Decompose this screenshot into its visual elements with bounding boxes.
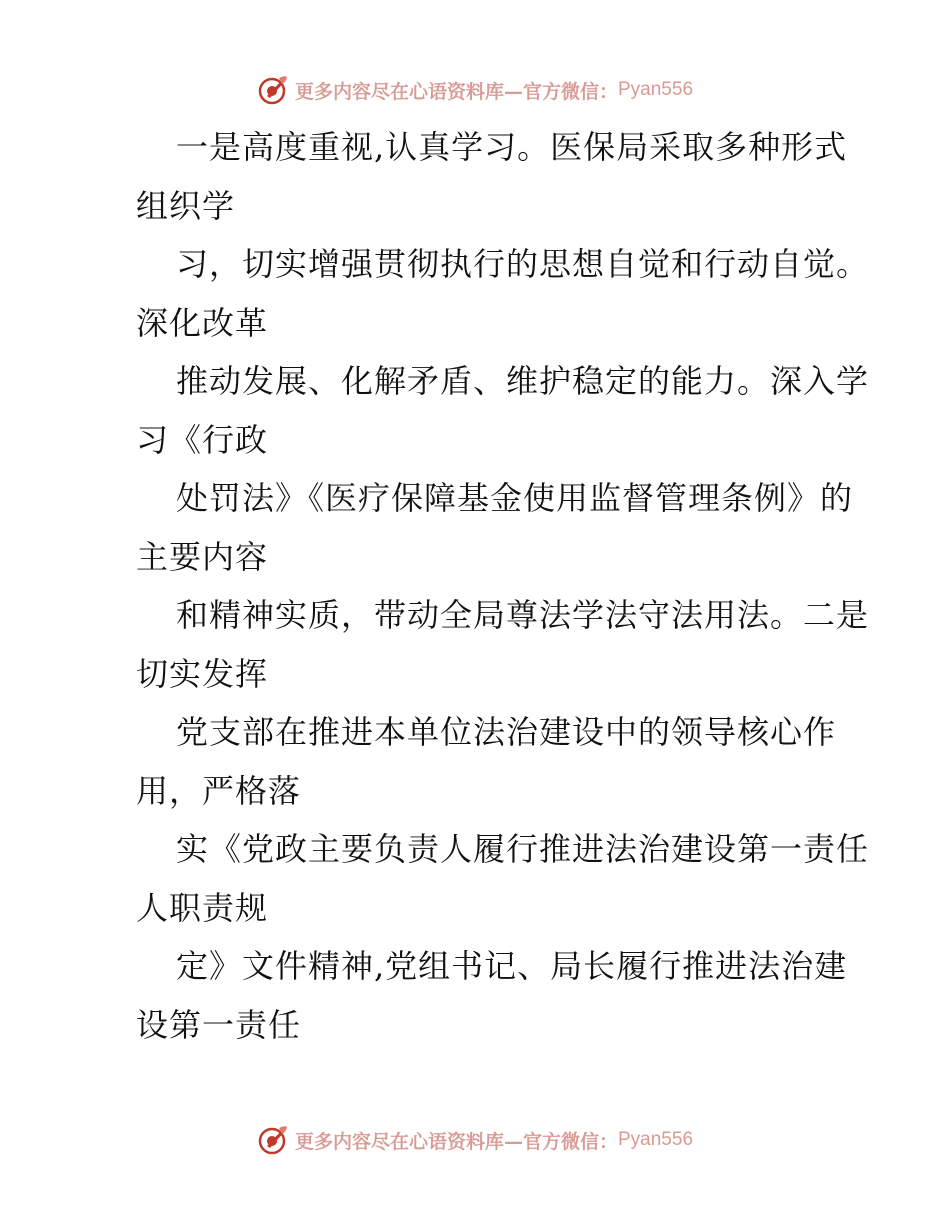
text-line: 深化改革 xyxy=(136,303,269,342)
text-line: 推动发展、化解矛盾、维护稳定的能力。深入学 xyxy=(176,362,870,400)
paragraph xyxy=(96,118,870,1054)
document-body xyxy=(96,118,870,1054)
text-line: 和精神实质，带动全局尊法学法守法用法。二是 xyxy=(176,596,870,634)
footer-banner-text: 更多内容尽在心语资料库—官方微信： xyxy=(294,1130,618,1153)
text-line: 一是高度重视,认真学习。医保局采取多种形式 xyxy=(176,128,848,166)
header-banner-id: Pyan556 xyxy=(618,79,694,100)
text-line: 党支部在推进本单位法治建设中的领导核心作 xyxy=(176,713,837,751)
header-banner xyxy=(0,70,950,110)
text-line: 定》文件精神,党组书记、局长履行推进法治建 xyxy=(176,947,848,985)
text-line: 设第一责任 xyxy=(136,1005,302,1044)
text-line: 用，严格落 xyxy=(136,771,302,810)
quill-pen-logo-icon xyxy=(257,1124,289,1156)
text-line: 人职责规 xyxy=(136,888,269,927)
text-line: 组织学 xyxy=(136,186,236,225)
quill-pen-logo-icon xyxy=(257,74,289,106)
footer-banner xyxy=(0,1120,950,1160)
text-line: 处罚法》《医疗保障基金使用监督管理条例》的 xyxy=(176,479,854,517)
text-line: 主要内容 xyxy=(136,537,269,576)
footer-banner-id: Pyan556 xyxy=(618,1129,694,1150)
text-line: 切实发挥 xyxy=(136,654,269,693)
text-line: 习，切实增强贯彻执行的思想自觉和行动自觉。 xyxy=(176,245,870,283)
header-banner-text: 更多内容尽在心语资料库—官方微信： xyxy=(294,80,618,103)
text-line: 实《党政主要负责人履行推进法治建设第一责任 xyxy=(176,830,870,868)
text-line: 习《行政 xyxy=(136,420,269,459)
